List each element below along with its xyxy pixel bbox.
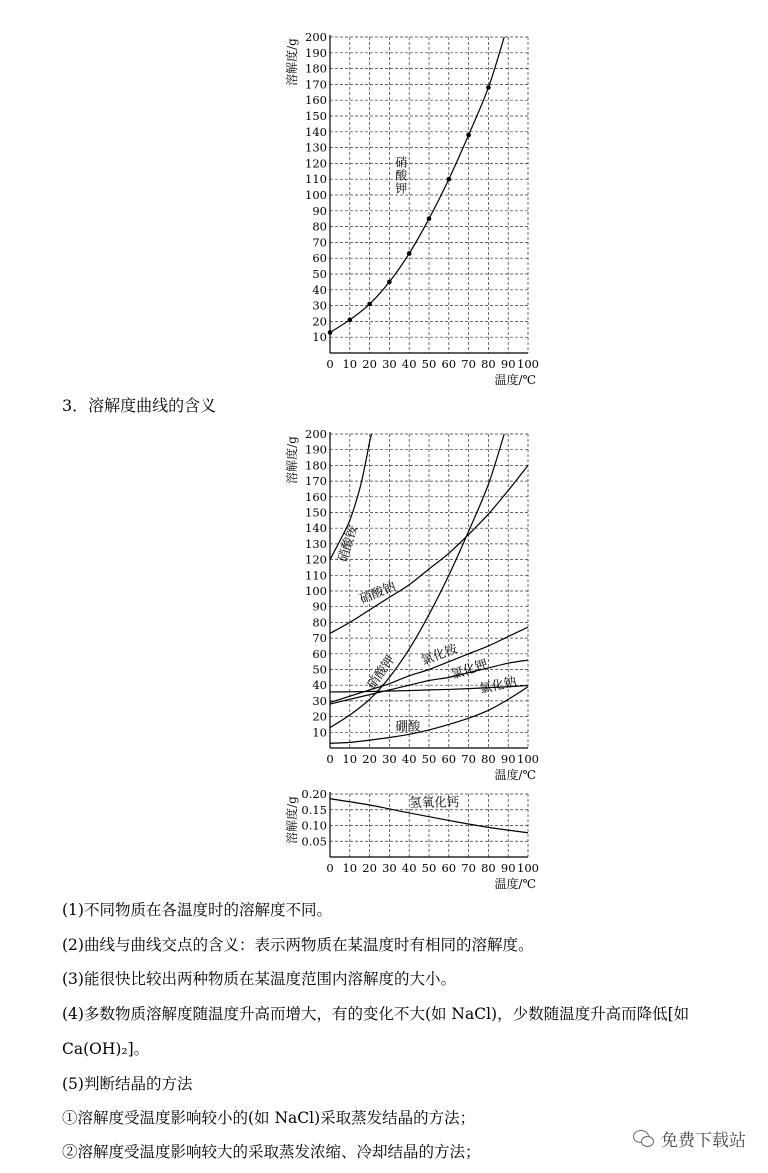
y-tick-label: 70 [312, 235, 327, 250]
x-tick-label: 50 [421, 752, 437, 766]
point-5: (5)判断结晶的方法 [62, 1075, 193, 1093]
y-tick-label: 0.05 [301, 834, 327, 849]
y-tick-label: 60 [312, 646, 327, 661]
y-tick-label: 90 [312, 599, 327, 614]
data-point [328, 330, 333, 335]
section-heading: 3．溶解度曲线的含义 [62, 396, 217, 415]
x-tick-label: 20 [362, 752, 377, 766]
watermark [633, 1126, 746, 1151]
y-tick-label: 150 [305, 505, 327, 520]
series-label: 氯化钠 [477, 673, 518, 696]
x-tick-label: 20 [362, 861, 377, 875]
series-line [330, 37, 504, 332]
data-point [427, 216, 432, 221]
series-label: 硼酸 [395, 718, 421, 734]
wechat-icon [633, 1130, 655, 1148]
x-tick-label: 40 [401, 357, 417, 371]
point-4-cont: Ca(OH)₂]。 [62, 1040, 150, 1058]
y-tick-label: 80 [312, 219, 327, 234]
data-point [447, 177, 452, 182]
x-tick-label: 100 [517, 752, 539, 766]
x-tick-label: 10 [342, 861, 358, 875]
y-tick-label: 30 [312, 693, 327, 708]
calcium-hydroxide-solubility-chart [0, 780, 768, 890]
y-tick-label: 70 [312, 631, 327, 646]
y-tick-label: 110 [305, 172, 327, 187]
y-tick-label: 20 [312, 314, 327, 329]
y-tick-label: 50 [312, 267, 327, 281]
series-label: 硝酸铵 [334, 523, 361, 564]
y-tick-label: 170 [305, 474, 327, 489]
x-tick-label: 100 [517, 357, 539, 371]
y-axis-label: 溶解度/g [285, 436, 299, 484]
y-tick-label: 180 [305, 458, 327, 473]
x-tick-label: 10 [342, 357, 358, 371]
x-tick-label: 70 [461, 861, 476, 875]
data-point [348, 318, 353, 323]
data-point [486, 85, 491, 90]
point-4: (4)多数物质溶解度随温度升高而增大，有的变化不大(如 NaCl)，少数随温度升高而降低[如 [62, 1005, 690, 1023]
x-axis-label: 温度/℃ [494, 877, 536, 891]
y-tick-label: 190 [305, 442, 327, 457]
x-tick-label: 50 [421, 861, 437, 875]
y-tick-label: 130 [305, 140, 327, 155]
x-tick-label: 0 [326, 752, 334, 766]
y-tick-label: 140 [305, 521, 327, 536]
y-tick-label: 50 [312, 662, 327, 677]
data-point [367, 302, 372, 307]
y-tick-label: 80 [312, 615, 327, 630]
x-tick-label: 40 [401, 861, 417, 875]
x-tick-label: 40 [401, 752, 417, 766]
point-2: (2)曲线与曲线交点的含义：表示两物质在某温度时有相同的溶解度。 [62, 936, 534, 954]
y-tick-label: 110 [305, 568, 327, 583]
point-5b: ②溶解度受温度影响较大的采取蒸发浓缩、冷却结晶的方法； [62, 1143, 481, 1161]
x-tick-label: 60 [441, 861, 457, 875]
x-tick-label: 60 [441, 357, 457, 371]
y-tick-label: 100 [305, 584, 327, 598]
y-tick-label: 10 [312, 725, 327, 740]
potassium-nitrate-solubility-chart [0, 0, 768, 390]
x-tick-label: 70 [461, 752, 476, 766]
point-3: (3)能很快比较出两种物质在某温度范围内溶解度的大小。 [62, 970, 456, 988]
y-tick-label: 150 [305, 109, 327, 123]
x-tick-label: 30 [382, 357, 397, 371]
y-tick-label: 30 [312, 298, 327, 313]
x-tick-label: 90 [500, 357, 516, 371]
y-tick-label: 90 [312, 203, 327, 218]
x-tick-label: 50 [421, 357, 437, 371]
y-axis-label: 溶解度/g [285, 38, 299, 86]
y-tick-label: 0.15 [301, 802, 327, 817]
y-tick-label: 170 [305, 77, 327, 92]
y-tick-label: 160 [305, 489, 327, 504]
y-tick-label: 40 [312, 678, 327, 693]
x-tick-label: 90 [500, 752, 516, 766]
x-tick-label: 80 [481, 861, 496, 875]
data-point [387, 280, 392, 285]
series-label: 氯化钾 [449, 655, 490, 682]
x-tick-label: 30 [382, 752, 397, 766]
y-axis-label: 溶解度/g [285, 796, 299, 844]
series-label: 硝酸钾 [363, 652, 398, 692]
data-point [466, 133, 471, 138]
y-tick-label: 160 [305, 93, 327, 108]
point-5a: ①溶解度受温度影响较小的(如 NaCl)采取蒸发结晶的方法； [62, 1109, 476, 1127]
x-tick-label: 0 [326, 861, 334, 875]
point-1: (1)不同物质在各温度时的溶解度不同。 [62, 901, 332, 919]
x-tick-label: 20 [362, 357, 377, 371]
series-label: 氯化铵 [418, 640, 460, 668]
y-tick-label: 0.20 [301, 787, 327, 801]
series-label: 氢氧化钙 [409, 794, 460, 810]
series-label: 硝酸钾 [395, 155, 408, 196]
x-tick-label: 60 [441, 752, 457, 766]
y-tick-label: 200 [305, 30, 327, 44]
y-tick-label: 190 [305, 45, 327, 60]
y-tick-label: 120 [305, 156, 327, 171]
data-point [407, 251, 412, 256]
y-tick-label: 140 [305, 124, 327, 139]
x-tick-label: 90 [500, 861, 516, 875]
y-tick-label: 0.10 [301, 818, 327, 833]
y-tick-label: 20 [312, 709, 327, 724]
x-tick-label: 100 [517, 861, 539, 875]
y-tick-label: 120 [305, 552, 327, 567]
x-tick-label: 70 [461, 357, 476, 371]
solubility-curves-chart [0, 420, 768, 800]
x-tick-label: 80 [481, 752, 496, 766]
x-axis-label: 温度/℃ [494, 373, 536, 387]
x-tick-label: 10 [342, 752, 358, 766]
x-tick-label: 80 [481, 357, 496, 371]
y-tick-label: 180 [305, 61, 327, 76]
y-tick-label: 40 [312, 282, 327, 297]
y-tick-label: 60 [312, 251, 327, 266]
watermark-text: 免费下载站 [661, 1131, 746, 1151]
x-tick-label: 0 [326, 357, 334, 371]
series-label: 硝酸钠 [357, 578, 398, 607]
x-tick-label: 30 [382, 861, 397, 875]
y-tick-label: 100 [305, 188, 327, 202]
x-axis-label: 温度/℃ [494, 768, 536, 782]
y-tick-label: 200 [305, 427, 327, 441]
y-tick-label: 10 [312, 330, 327, 345]
y-tick-label: 130 [305, 536, 327, 551]
